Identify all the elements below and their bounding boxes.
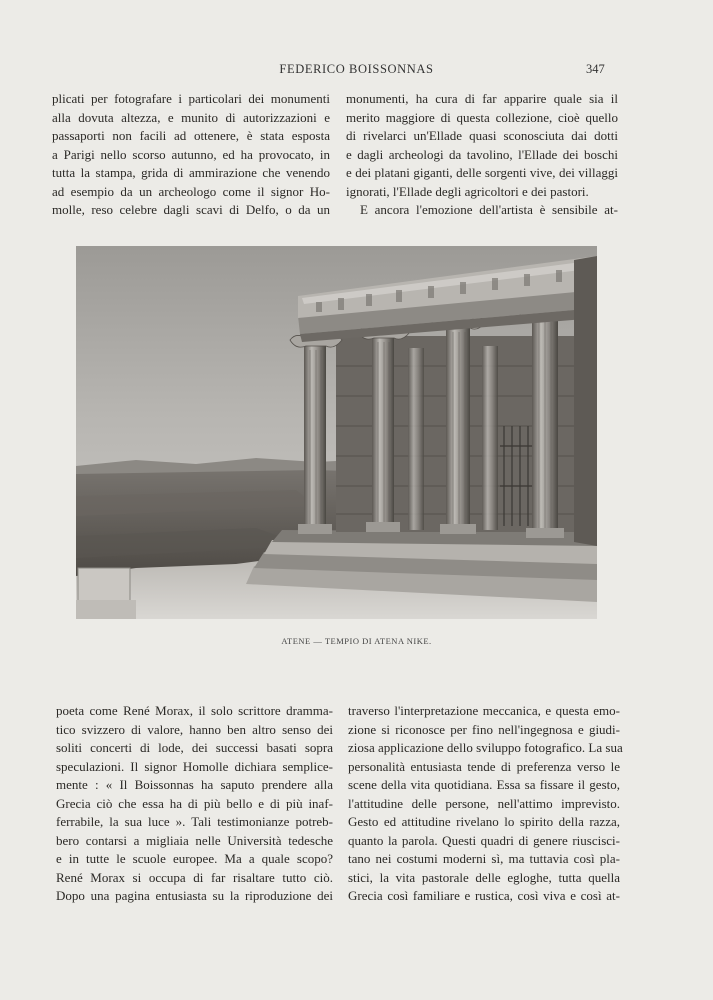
- text-line: zione si riconosce per fino nell'ingegnosa e giudi-: [348, 721, 620, 737]
- temple-athena-nike-image: [76, 246, 597, 619]
- column-bottom-left: [56, 702, 333, 906]
- text-line: bero contarsi a migliaia nelle Università tedesche: [56, 832, 333, 848]
- text-line: speculazioni. Il signor Homolle dichiara semplice-: [56, 758, 333, 774]
- running-head: [0, 62, 713, 78]
- text-line: plicati per fotografare i particolari dei monumenti: [52, 91, 330, 106]
- text-line: e in tutte le scuole europee. Ma a quale scopo?: [56, 851, 333, 866]
- text-line: alla dovuta altezza, e munito di autorizzazioni e: [52, 109, 330, 125]
- text-line: merito maggiore di questa collezione, cioè quello: [346, 109, 618, 125]
- text-line: tutta la stampa, grida di ammirazione che venendo: [52, 165, 330, 180]
- text-line: monumenti, ha cura di far apparire quale sia il: [346, 91, 618, 106]
- column-top-right: [346, 90, 618, 220]
- text-line: Grecia così familiare e rustica, così viva e così at-: [348, 888, 620, 903]
- text-line: Gesto ed attitudine rivelano lo spirito della razza,: [348, 814, 620, 829]
- text-line: e dagli archeologi da tavolino, l'Ellade dei boschi: [346, 146, 618, 162]
- text-line: e dei platani giganti, delle sorgenti vive, dei villaggi: [346, 165, 618, 180]
- text-line: poeta come René Morax, il solo scrittore dramma-: [56, 703, 333, 718]
- column-top-left: [52, 90, 330, 220]
- temple-photograph: [76, 246, 597, 619]
- text-line: l'attitudine delle persone, nell'attimo imprevisto.: [348, 795, 620, 811]
- text-line: di rivelarci un'Ellade quasi sconosciuta dai dotti: [346, 128, 618, 143]
- text-line: tano nei costumi moderni sì, ma tuttavia così pla-: [348, 851, 620, 866]
- text-line: personalità entusiasta tende di preferenza verso le: [348, 758, 620, 774]
- running-title: FEDERICO BOISSONNAS: [279, 62, 434, 76]
- text-line: tico svizzero di valore, hanno ben altro senso dei: [56, 721, 333, 737]
- page-number: 347: [586, 62, 605, 76]
- text-line: traverso l'interpretazione meccanica, e questa emo-: [348, 703, 620, 718]
- text-line: Grecia ciò che essa ha di più bello e di più inaf-: [56, 795, 333, 811]
- text-line: quanto la parola. Questi quadri di genere riuscisci-: [348, 832, 620, 848]
- text-line: E ancora l'emozione dell'artista è sensibile at-: [360, 202, 618, 217]
- text-line: ignorati, l'Ellade degli agricoltori e dei pastori.: [346, 183, 589, 199]
- text-line: a Parigi nello scorso autunno, ed ha provocato, in: [52, 146, 330, 162]
- text-line: scene della vita quotidiana. Essa sa fissare il gesto,: [348, 777, 620, 792]
- text-line: passaporti non facili ad ottenere, è stata esposta: [52, 128, 330, 143]
- figure-caption: ATENE — TEMPIO DI ATENA NIKE.: [281, 636, 432, 646]
- text-line: ad esempio da un archeologo come il signor Ho-: [52, 183, 330, 199]
- text-line: Dopo una pagina entusiasta su la riproduzione dei: [56, 888, 333, 903]
- text-line: mente : « Il Boissonnas ha saputo prendere alla: [56, 777, 333, 792]
- text-line: René Morax si occupa di far risaltare tutto ciò.: [56, 869, 333, 885]
- text-line: stici, la vita pastorale delle egloghe, tutta quella: [348, 869, 620, 885]
- text-line: ziosa applicazione dello sviluppo fotografico. La sua: [348, 740, 623, 755]
- column-bottom-right: [348, 702, 623, 906]
- text-line: soliti concerti di lode, dei successi basati sopra: [56, 740, 333, 755]
- text-line: molle, reso celebre dagli scavi di Delfo, o da un: [52, 202, 330, 217]
- text-line: ferrabile, la sua luce ». Tali testimonianze potreb-: [56, 814, 333, 829]
